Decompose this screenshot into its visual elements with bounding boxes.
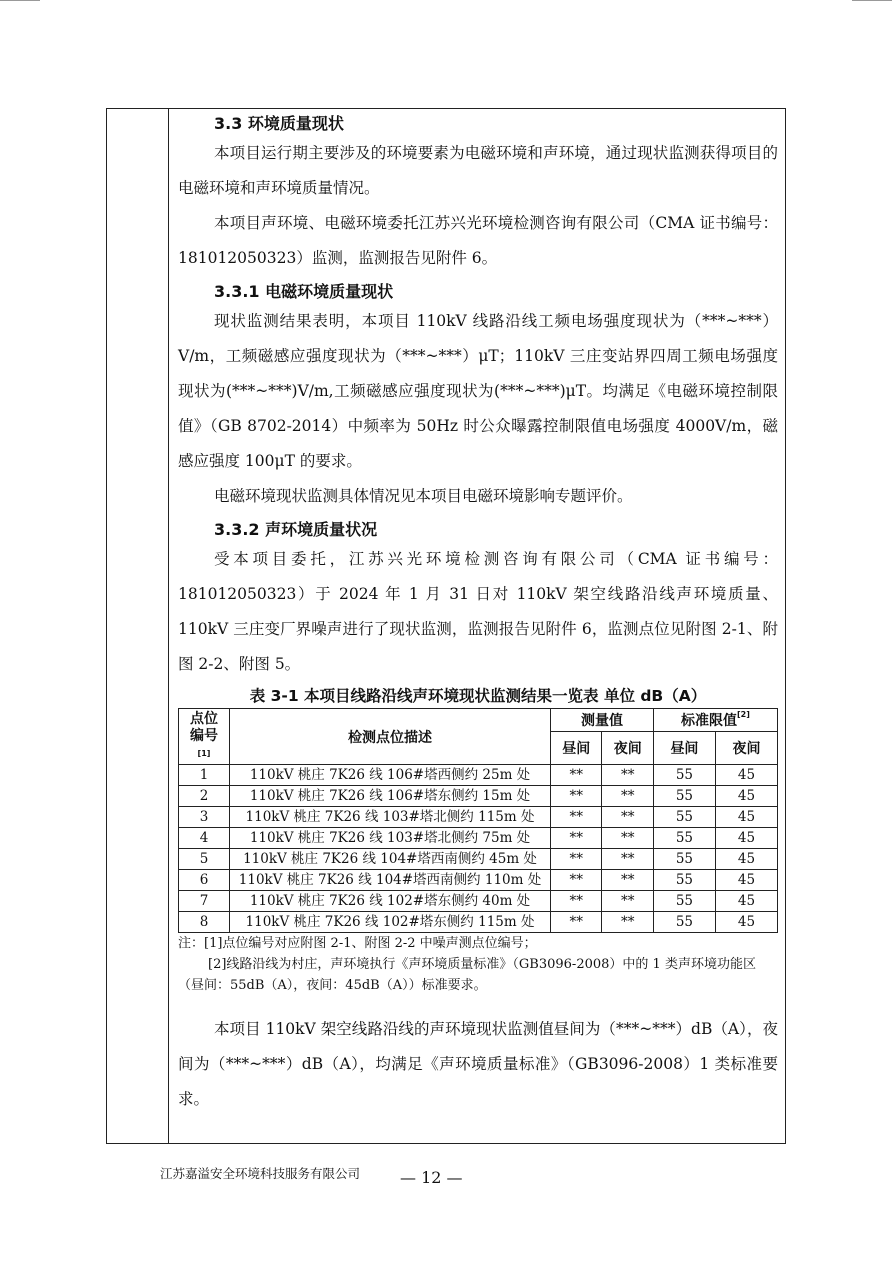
cell-point-no: 3 <box>179 807 230 828</box>
table-note-2: [2]线路沿线为村庄，声环境执行《声环境质量标准》（GB3096-2008）中的 1 类声环境功能区（昼间：55dB（A），夜间：45dB（A））标准要求。 <box>178 957 756 993</box>
cell-limit-day: 55 <box>653 828 715 849</box>
table-row <box>179 786 778 807</box>
cell-night: ** <box>602 849 653 870</box>
header-point-no-line1: 点位 <box>190 711 218 727</box>
cell-day: ** <box>551 870 602 891</box>
header-night: 夜间 <box>602 732 653 765</box>
section-3-3-1-paragraph-2: 电磁环境现状监测具体情况见本项目电磁环境影响专题评价。 <box>214 487 633 505</box>
section-3-3-2-paragraph-1: 受本项目委托，江苏兴光环境检测咨询有限公司（CMA 证书编号：181012050323）于 2024 年 1 月 31 日对 110kV 架空线路沿线声环境质量、110kV 三庄变厂界噪声进行了现状监测，监测报告见附件 6，监测点位见附图 2-1、附图 2-2、附图 5。 <box>178 550 778 673</box>
cell-limit-day: 55 <box>653 870 715 891</box>
table-row <box>179 807 778 828</box>
main-content <box>178 108 778 1117</box>
table-row <box>179 912 778 933</box>
cell-point-no: 8 <box>179 912 230 933</box>
cell-day: ** <box>551 807 602 828</box>
table-row <box>179 765 778 786</box>
cell-point-no: 7 <box>179 891 230 912</box>
cell-night: ** <box>602 828 653 849</box>
table-row <box>179 870 778 891</box>
cell-limit-day: 55 <box>653 765 715 786</box>
section-3-3-1-title: 3.3.1 电磁环境质量现状 <box>214 282 394 301</box>
section-3-3-paragraph-2: 本项目声环境、电磁环境委托江苏兴光环境检测咨询有限公司（CMA 证书编号：181012050323）监测，监测报告见附件 6。 <box>178 214 778 267</box>
cell-night: ** <box>602 891 653 912</box>
cell-night: ** <box>602 870 653 891</box>
cell-night: ** <box>602 807 653 828</box>
cell-point-no: 5 <box>179 849 230 870</box>
section-3-3-paragraph-1: 本项目运行期主要涉及的环境要素为电磁环境和声环境，通过现状监测获得项目的电磁环境和声环境质量情况。 <box>178 144 778 197</box>
section-3-3-title: 3.3 环境质量现状 <box>214 114 344 133</box>
cell-limit-night: 45 <box>715 807 777 828</box>
cell-point-no: 4 <box>179 828 230 849</box>
cell-night: ** <box>602 786 653 807</box>
cell-limit-day: 55 <box>653 849 715 870</box>
cell-night: ** <box>602 765 653 786</box>
footer-company: 江苏嘉溢安全环境科技服务有限公司 <box>160 1166 361 1181</box>
header-point-no-footnote: [1] <box>197 749 211 758</box>
cell-point-no: 1 <box>179 765 230 786</box>
cell-day: ** <box>551 849 602 870</box>
cell-limit-day: 55 <box>653 891 715 912</box>
page-top-edge <box>0 0 892 2</box>
cell-limit-night: 45 <box>715 849 777 870</box>
header-limit <box>653 709 777 732</box>
cell-description: 110kV 桃庄 7K26 线 106#塔西侧约 25m 处 <box>230 765 551 786</box>
table-row <box>179 849 778 870</box>
cell-limit-day: 55 <box>653 912 715 933</box>
table-note-1: 注：[1]点位编号对应附图 2-1、附图 2-2 中噪声测点位编号； <box>178 936 537 951</box>
frame-divider <box>168 108 169 1144</box>
header-limit-footnote: [2] <box>737 710 750 719</box>
section-3-3-1-paragraph-1: 现状监测结果表明，本项目 110kV 线路沿线工频电场强度现状为（***~***）V/m，工频磁感应强度现状为（***~***）μT；110kV 三庄变站界四周工频电场强度现状为(***~***)V/m,工频磁感应强度现状为(***~***)μT。均满足《电磁环境控制限值》（GB 8702-2014）中频率为 50Hz 时公众曝露控制限值电场强度 4000V/m，磁感应强度 100μT 的要求。 <box>178 312 779 470</box>
header-day: 昼间 <box>551 732 602 765</box>
table-caption: 表 3-1 本项目线路沿线声环境现状监测结果一览表 单位 dB（A） <box>249 687 707 705</box>
section-3-3-2-title: 3.3.2 声环境质量状况 <box>214 520 378 539</box>
table-row <box>179 891 778 912</box>
header-limit-label: 标准限值 <box>681 713 738 729</box>
cell-description: 110kV 桃庄 7K26 线 104#塔西南侧约 45m 处 <box>230 849 551 870</box>
cell-description: 110kV 桃庄 7K26 线 104#塔西南侧约 110m 处 <box>230 870 551 891</box>
header-description: 检测点位描述 <box>230 709 551 765</box>
cell-limit-day: 55 <box>653 807 715 828</box>
cell-limit-night: 45 <box>715 828 777 849</box>
cell-day: ** <box>551 912 602 933</box>
header-point-no <box>179 709 230 765</box>
cell-night: ** <box>602 912 653 933</box>
cell-description: 110kV 桃庄 7K26 线 102#塔东侧约 115m 处 <box>230 912 551 933</box>
table-body <box>179 765 778 933</box>
cell-limit-night: 45 <box>715 891 777 912</box>
footer-page-number: — 12 — <box>400 1168 463 1187</box>
cell-point-no: 6 <box>179 870 230 891</box>
cell-day: ** <box>551 765 602 786</box>
header-limit-night: 夜间 <box>715 732 777 765</box>
cell-description: 110kV 桃庄 7K26 线 103#塔北侧约 115m 处 <box>230 807 551 828</box>
header-point-no-line2: 编号 <box>190 728 218 744</box>
cell-description: 110kV 桃庄 7K26 线 103#塔北侧约 75m 处 <box>230 828 551 849</box>
header-limit-day: 昼间 <box>653 732 715 765</box>
cell-limit-night: 45 <box>715 912 777 933</box>
cell-day: ** <box>551 828 602 849</box>
cell-point-no: 2 <box>179 786 230 807</box>
noise-monitoring-table <box>178 708 778 933</box>
table-row <box>179 828 778 849</box>
cell-limit-night: 45 <box>715 870 777 891</box>
cell-limit-day: 55 <box>653 786 715 807</box>
noise-conclusion-paragraph: 本项目 110kV 架空线路沿线的声环境现状监测值昼间为（***~***）dB（A），夜间为（***~***）dB（A），均满足《声环境质量标准》（GB3096-2008）1 类标准要求。 <box>178 1020 778 1108</box>
header-measured: 测量值 <box>551 709 654 732</box>
cell-day: ** <box>551 891 602 912</box>
cell-day: ** <box>551 786 602 807</box>
cell-limit-night: 45 <box>715 765 777 786</box>
cell-description: 110kV 桃庄 7K26 线 106#塔东侧约 15m 处 <box>230 786 551 807</box>
cell-limit-night: 45 <box>715 786 777 807</box>
cell-description: 110kV 桃庄 7K26 线 102#塔东侧约 40m 处 <box>230 891 551 912</box>
